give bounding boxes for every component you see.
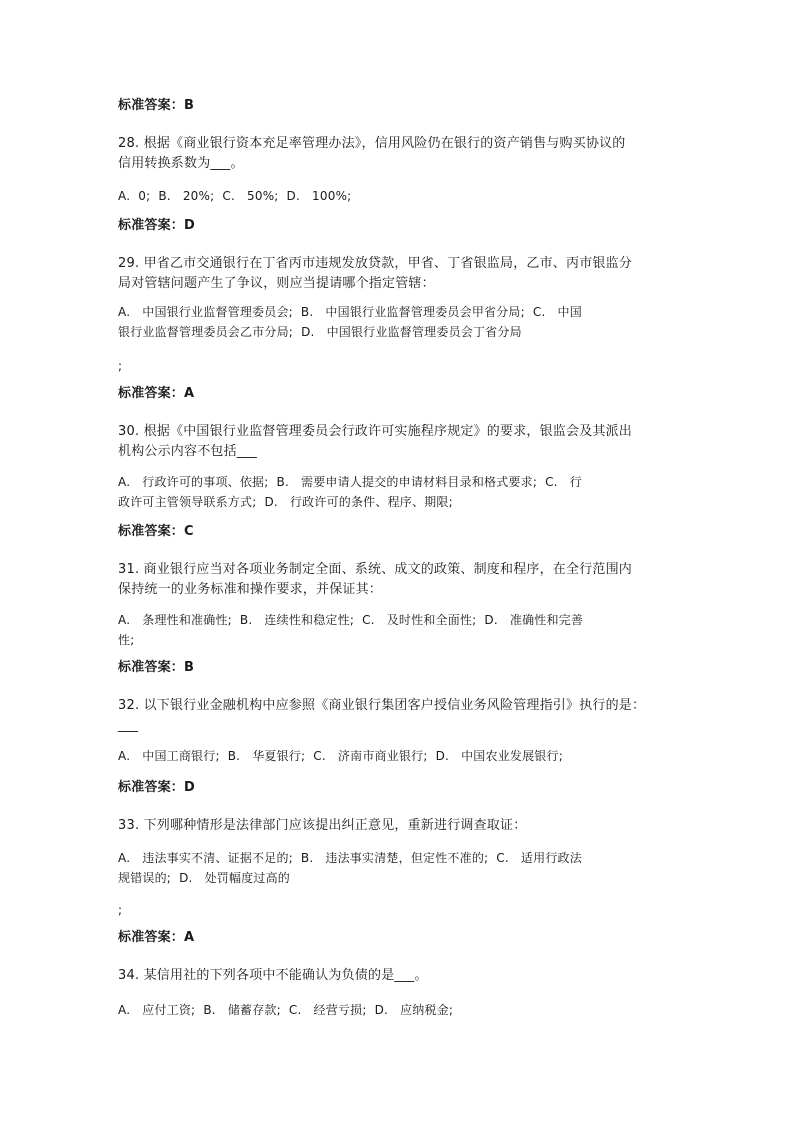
options-32: A. 中国工商银行; B. 华夏银行; C. 济南市商业银行; D. 中国农业发展银行; — [118, 749, 563, 763]
question-28: 28. 根据《商业银行资本充足率管理办法》，信用风险仍在银行的资产销售与购买协议的 信用转换系数为___。 — [118, 136, 626, 171]
question-29: 29. 甲省乙市交通银行在丁省丙市违规发放贷款，甲省、丁省银监局，乙市、丙市银监分 局对管辖问题产生了争议，则应当提请哪个指定管辖： — [118, 256, 633, 291]
options-31: A. 条理性和准确性; B. 连续性和稳定性; C. 及时性和全面性; D. 准确性和完善 性; — [118, 613, 584, 647]
answer-29: 标准答案：A — [118, 386, 195, 401]
question-32: 32. 以下银行业金融机构中应参照《商业银行集团客户授信业务风险管理指引》执行的是： ___ — [118, 698, 646, 733]
options-30: A. 行政许可的事项、依据; B. 需要申请人提交的申请材料目录和格式要求; C. 行 政许可主管领导联系方式; D. 行政许可的条件、程序、期限; — [118, 475, 582, 509]
answer-line: 标准答案：B — [118, 98, 195, 113]
options-34: A. 应付工资; B. 储蓄存款; C. 经营亏损; D. 应纳税金; — [118, 1003, 454, 1017]
answer-31: 标准答案：B — [118, 660, 195, 675]
separator-29: ; — [118, 359, 123, 373]
question-34: 34. 某信用社的下列各项中不能确认为负债的是___。 — [118, 968, 428, 983]
question-31: 31. 商业银行应当对各项业务制定全面、系统、成文的政策、制度和程序，在全行范围内 保持统一的业务标准和操作要求，并保证其： — [118, 562, 633, 597]
answer-32: 标准答案：D — [118, 780, 195, 795]
answer-28: 标准答案：D — [118, 218, 195, 233]
options-28: A. 0; B. 20%; C. 50%; D. 100%; — [118, 189, 352, 203]
separator-33: ; — [118, 903, 123, 917]
options-29: A. 中国银行业监督管理委员会; B. 中国银行业监督管理委员会甲省分局; C. 中国 银行业监督管理委员会乙市分局; D. 中国银行业监督管理委员会丁省分局 — [118, 305, 582, 339]
question-30: 30. 根据《中国银行业监督管理委员会行政许可实施程序规定》的要求，银监会及其派出 机构公示内容不包括___ — [118, 424, 633, 459]
answer-30: 标准答案：C — [118, 524, 194, 539]
options-33: A. 违法事实不清、证据不足的; B. 违法事实清楚，但定性不准的; C. 适用行政法 规错误的; D. 处罚幅度过高的 — [118, 851, 582, 885]
question-33: 33. 下列哪种情形是法律部门应该提出纠正意见，重新进行调查取证： — [118, 818, 527, 833]
answer-33: 标准答案：A — [118, 930, 195, 945]
